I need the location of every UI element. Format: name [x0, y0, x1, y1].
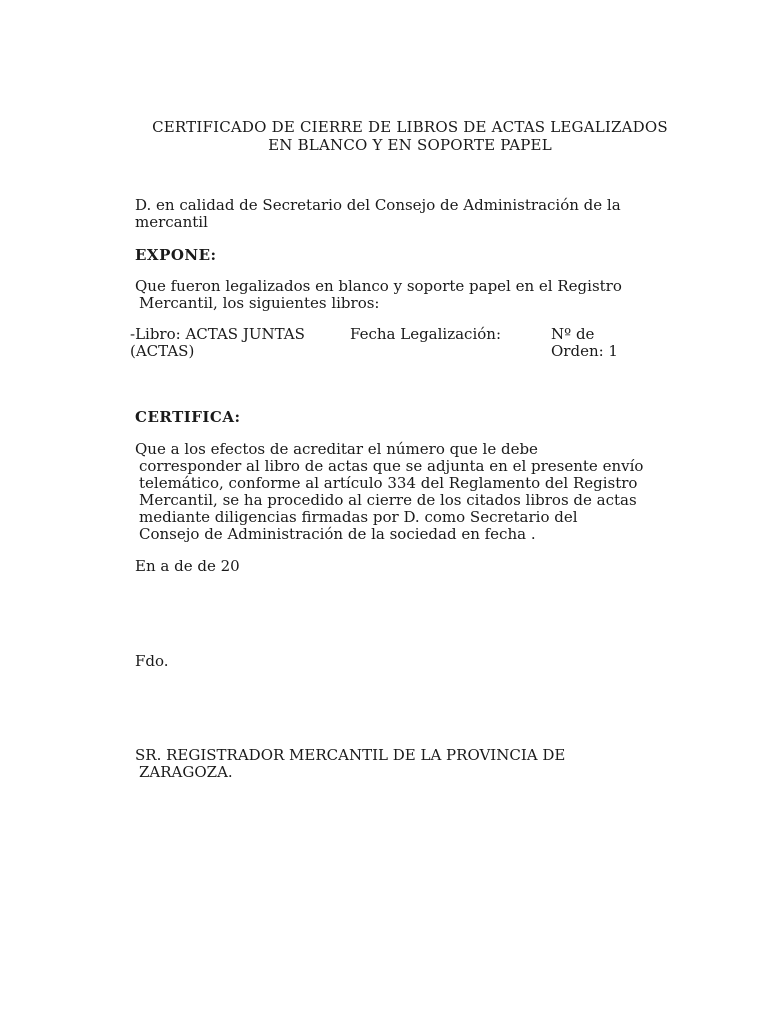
- certifica-line-1: Que a los efectos de acreditar el número que le debe: [135, 440, 538, 458]
- intro-paragraph: [135, 197, 675, 231]
- book-orden-line-2: Orden: 1: [551, 342, 618, 360]
- expone-line-2: Mercantil, los siguientes libros:: [139, 294, 380, 312]
- certifica-line-5: mediante diligencias firmadas por D. como Secretario del: [139, 508, 578, 526]
- expone-heading: EXPONE:: [135, 246, 217, 264]
- recipient-block: [135, 747, 675, 781]
- signature-line: Fdo.: [135, 652, 169, 670]
- intro-line-2: mercantil: [135, 213, 208, 231]
- book-entry-row: [0, 326, 768, 366]
- certifica-line-4: Mercantil, se ha procedido al cierre de los citados libros de actas: [139, 491, 637, 509]
- certifica-line-6: Consejo de Administración de la sociedad en fecha .: [139, 525, 536, 543]
- intro-line-1: D. en calidad de Secretario del Consejo de Administración de la: [135, 196, 621, 214]
- expone-line-1: Que fueron legalizados en blanco y soporte papel en el Registro: [135, 277, 622, 295]
- book-libro-line-2: (ACTAS): [130, 342, 195, 360]
- certifica-paragraph: [135, 441, 675, 543]
- recipient-line-2: ZARAGOZA.: [139, 763, 233, 781]
- title-line-1: CERTIFICADO DE CIERRE DE LIBROS DE ACTAS LEGALIZADOS: [152, 118, 668, 136]
- document-title: [120, 118, 700, 154]
- title-line-2: EN BLANCO Y EN SOPORTE PAPEL: [268, 136, 552, 154]
- expone-paragraph: [135, 278, 675, 312]
- book-orden-line-1: Nº de: [551, 325, 595, 343]
- place-date-line: En a de de 20: [135, 557, 240, 575]
- book-fecha: Fecha Legalización:: [350, 325, 502, 343]
- certifica-line-2: corresponder al libro de actas que se adjunta en el presente envío: [139, 457, 644, 475]
- certifica-heading: CERTIFICA:: [135, 408, 241, 426]
- book-orden: [551, 326, 641, 360]
- recipient-line-1: SR. REGISTRADOR MERCANTIL DE LA PROVINCIA DE: [135, 746, 566, 764]
- book-libro-line-1: -Libro: ACTAS JUNTAS: [130, 325, 305, 343]
- certifica-line-3: telemático, conforme al artículo 334 del Reglamento del Registro: [139, 474, 638, 492]
- book-libro: [130, 326, 330, 360]
